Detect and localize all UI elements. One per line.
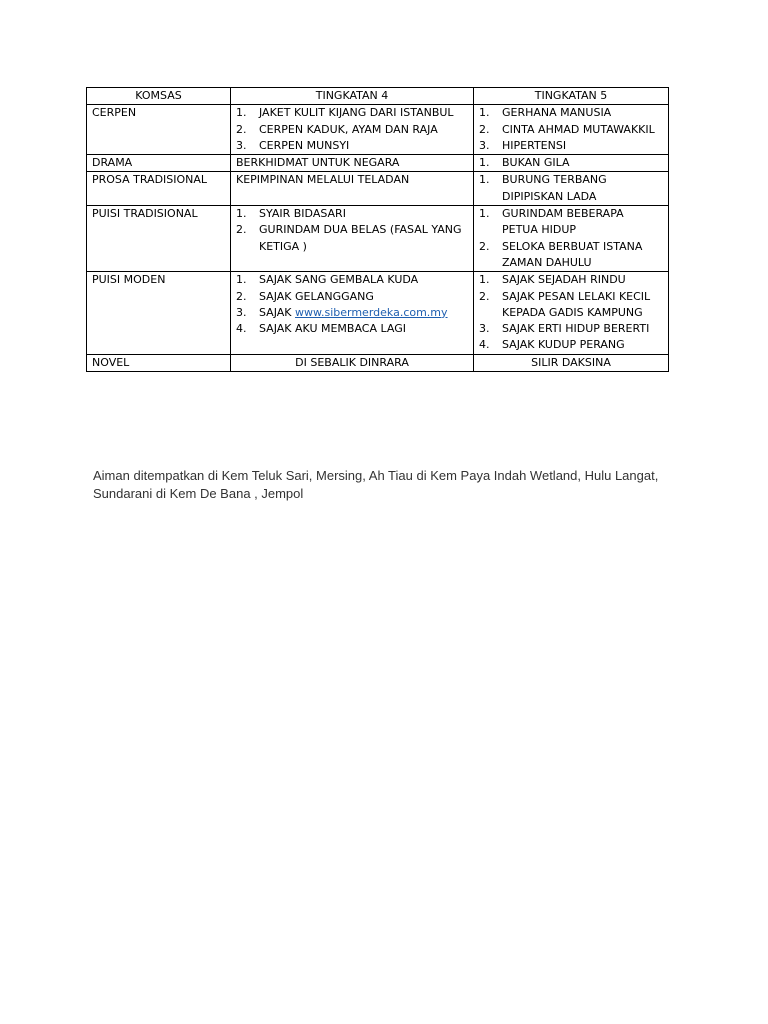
komsas-table (86, 87, 669, 372)
cell-tingkatan-4: DI SEBALIK DINRARA (231, 354, 474, 371)
list-item: 4. SAJAK AKU MEMBACA LAGI (236, 322, 406, 336)
cell-tingkatan-4: KEPIMPINAN MELALUI TELADAN (231, 172, 474, 206)
list-item: 2. CINTA AHMAD MUTAWAKKIL (479, 122, 655, 136)
camp-placement-note: Aiman ditempatkan di Kem Teluk Sari, Mersing, Ah Tiau di Kem Paya Indah Wetland, Hulu Langat, Sundarani di Kem De Bana , Jempol (93, 468, 659, 501)
table-row (87, 354, 669, 371)
row-label: DRAMA (87, 155, 231, 172)
list-item: 4. SAJAK KUDUP PERANG (479, 338, 625, 352)
row-label: NOVEL (87, 354, 231, 371)
list-item: 1. GURINDAM BEBERAPA PETUA HIDUP (479, 207, 624, 237)
row-label: PUISI TRADISIONAL (87, 206, 231, 272)
cell-tingkatan-5 (474, 272, 669, 354)
list-item: 3. SAJAK ERTI HIDUP BERERTI (479, 322, 650, 336)
cell-tingkatan-5 (474, 155, 669, 172)
header-tingkatan-4: TINGKATAN 4 (231, 88, 474, 105)
table-row (87, 206, 669, 272)
row-label: CERPEN (87, 105, 231, 155)
numbered-list (479, 272, 663, 353)
header-row (87, 88, 669, 105)
row-label: PROSA TRADISIONAL (87, 172, 231, 206)
numbered-list (479, 206, 663, 271)
sibermerdeka-link[interactable]: www.sibermerdeka.com.my (295, 305, 448, 319)
table-row (87, 155, 669, 172)
table-row (87, 105, 669, 155)
numbered-list (236, 206, 468, 255)
numbered-list (479, 172, 663, 205)
cell-tingkatan-4 (231, 206, 474, 272)
header-komsas: KOMSAS (87, 88, 231, 105)
list-item: 2. SELOKA BERBUAT ISTANA ZAMAN DAHULU (479, 239, 643, 269)
table-row (87, 272, 669, 354)
list-item: 1. SAJAK SEJADAH RINDU (479, 273, 626, 287)
numbered-list (479, 105, 663, 154)
sajak-prefix: SAJAK (259, 305, 295, 319)
list-item: 1. JAKET KULIT KIJANG DARI ISTANBUL (236, 106, 454, 120)
cell-tingkatan-4: BERKHIDMAT UNTUK NEGARA (231, 155, 474, 172)
list-item: 1. BURUNG TERBANG DIPIPISKAN LADA (479, 173, 607, 203)
list-item: 3. SAJAK www.sibermerdeka.com.my (236, 305, 448, 319)
list-item: 1. SAJAK SANG GEMBALA KUDA (236, 273, 419, 287)
list-item: 1. GERHANA MANUSIA (479, 106, 612, 120)
list-item: 1. SYAIR BIDASARI (236, 207, 346, 221)
cell-tingkatan-4 (231, 272, 474, 354)
cell-tingkatan-5 (474, 206, 669, 272)
numbered-list (236, 272, 468, 337)
list-item: 2. SAJAK PESAN LELAKI KECIL KEPADA GADIS KAMPUNG (479, 289, 651, 319)
list-item: 1. BUKAN GILA (479, 156, 570, 170)
header-tingkatan-5: TINGKATAN 5 (474, 88, 669, 105)
numbered-list (479, 155, 663, 171)
cell-tingkatan-5 (474, 105, 669, 155)
list-item: 2. CERPEN KADUK, AYAM DAN RAJA (236, 122, 438, 136)
cell-tingkatan-5: SILIR DAKSINA (474, 354, 669, 371)
row-label: PUISI MODEN (87, 272, 231, 354)
list-item: 2. GURINDAM DUA BELAS (FASAL YANG KETIGA ) (236, 223, 462, 253)
list-item: 3. HIPERTENSI (479, 138, 567, 152)
list-item: 2. SAJAK GELANGGANG (236, 289, 374, 303)
cell-tingkatan-5 (474, 172, 669, 206)
list-item: 3. CERPEN MUNSYI (236, 138, 350, 152)
numbered-list (236, 105, 468, 154)
cell-tingkatan-4 (231, 105, 474, 155)
table-row (87, 172, 669, 206)
